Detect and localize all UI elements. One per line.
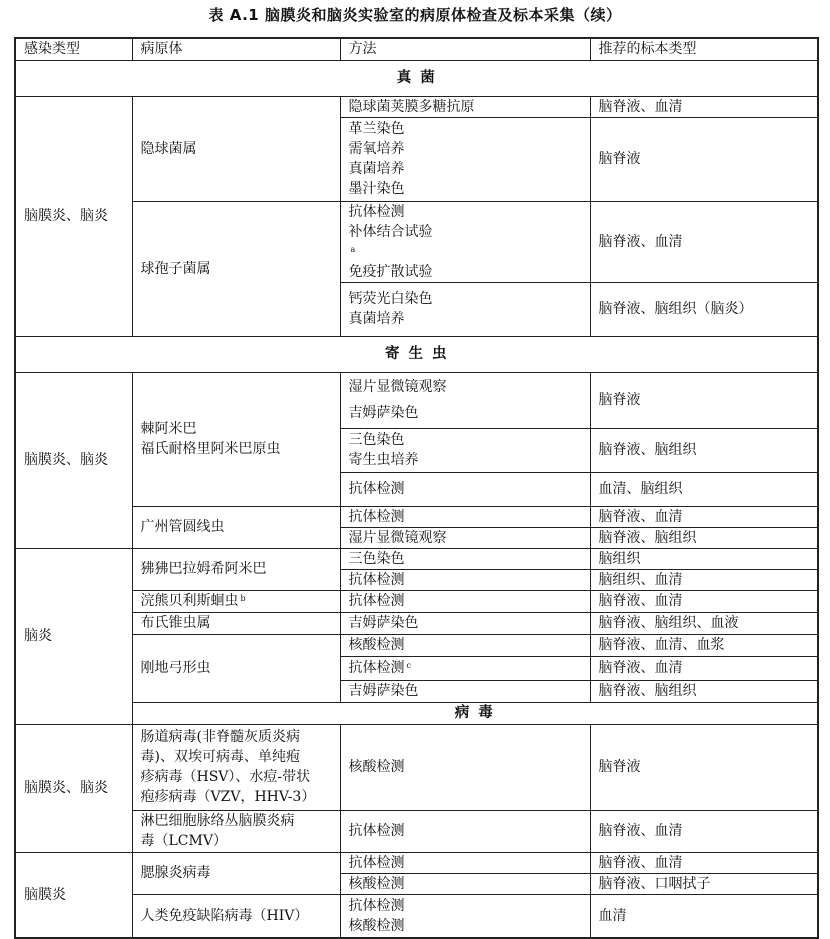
table-row xyxy=(15,372,818,428)
specimen-cell: 血清 xyxy=(590,894,818,938)
section-row xyxy=(15,60,818,96)
method-cell: 抗体检测 xyxy=(340,569,590,590)
method-cell: 三色染色 寄生虫培养 xyxy=(340,428,590,472)
section-viruses: 病 毒 xyxy=(132,702,818,724)
table-row xyxy=(15,506,818,527)
specimen-cell: 脑脊液、血清 xyxy=(590,201,818,282)
table-row xyxy=(15,634,818,656)
method-cell: 三色染色 xyxy=(340,548,590,569)
header-specimen: 推荐的标本类型 xyxy=(590,38,818,60)
method-cell: 吉姆萨染色 xyxy=(340,680,590,702)
table-row xyxy=(15,724,818,810)
pathogen-cell: 布氏锥虫属 xyxy=(132,612,340,634)
table-row xyxy=(15,96,818,117)
method-cell: 抗体检测 xyxy=(340,590,590,612)
table-row xyxy=(15,612,818,634)
specimen-cell: 脑组织、血清 xyxy=(590,569,818,590)
method-cell: 革兰染色 需氧培养 真菌培养 墨汁染色 xyxy=(340,117,590,201)
specimen-cell: 脑脊液 xyxy=(590,724,818,810)
specimen-cell: 脑脊液、血清 xyxy=(590,96,818,117)
infection-type-cell: 脑炎 xyxy=(15,548,132,724)
pathogen-cell: 刚地弓形虫 xyxy=(132,634,340,702)
section-row xyxy=(15,702,818,724)
pathogen-cell: 浣熊贝利斯蛔虫 $^b$ xyxy=(132,590,340,612)
pathogen-cell: 肠道病毒(非脊髓灰质炎病 毒)、双埃可病毒、单纯疱 疹病毒（HSV）、水痘-带状 疱疹病毒（VZV，HHV-3） xyxy=(132,724,340,810)
method-cell: 核酸检测 xyxy=(340,873,590,894)
table-row xyxy=(15,590,818,612)
specimen-cell: 脑脊液、血清、血浆 xyxy=(590,634,818,656)
specimen-cell: 脑脊液 xyxy=(590,117,818,201)
method-cell: 抗体检测 $^c$ xyxy=(340,656,590,680)
header-row xyxy=(15,38,818,60)
header-infection-type: 感染类型 xyxy=(15,38,132,60)
method-cell: 抗体检测 xyxy=(340,472,590,506)
table-row xyxy=(15,894,818,938)
method-cell: 湿片显微镜观察 xyxy=(340,527,590,548)
section-parasites: 寄 生 虫 xyxy=(15,336,818,372)
specimen-cell: 脑脊液、脑组织（脑炎） xyxy=(590,282,818,336)
specimen-cell: 血清、脑组织 xyxy=(590,472,818,506)
method-cell: 核酸检测 xyxy=(340,724,590,810)
table-row xyxy=(15,201,818,282)
pathogen-cell: 棘阿米巴 福氏耐格里阿米巴原虫 xyxy=(132,372,340,506)
specimen-cell: 脑脊液、血清 xyxy=(590,852,818,873)
specimen-cell: 脑脊液、血清 xyxy=(590,656,818,680)
method-cell: 抗体检测 补体结合试验 $^a$ 免疫扩散试验 xyxy=(340,201,590,282)
section-row xyxy=(15,336,818,372)
specimen-cell: 脑脊液、脑组织 xyxy=(590,527,818,548)
method-cell: 抗体检测 核酸检测 xyxy=(340,894,590,938)
pathogen-cell: 人类免疫缺陷病毒（HIV） xyxy=(132,894,340,938)
table-row xyxy=(15,548,818,569)
method-cell: 湿片显微镜观察 吉姆萨染色 xyxy=(340,372,590,428)
pathogen-cell: 腮腺炎病毒 xyxy=(132,852,340,894)
specimen-cell: 脑脊液、口咽拭子 xyxy=(590,873,818,894)
table-row xyxy=(15,852,818,873)
header-method: 方法 xyxy=(340,38,590,60)
footnote-marker: a xyxy=(350,244,356,254)
table-title: 表 A.1 脑膜炎和脑炎实验室的病原体检查及标本采集（续） xyxy=(208,6,622,24)
specimen-cell: 脑脊液、血清 xyxy=(590,506,818,527)
section-fungi: 真 菌 xyxy=(15,60,818,96)
specimen-cell: 脑组织 xyxy=(590,548,818,569)
specimen-cell: 脑脊液、脑组织 xyxy=(590,680,818,702)
footnote-marker: b xyxy=(240,594,246,603)
pathogen-table xyxy=(14,37,819,939)
specimen-cell: 脑脊液、脑组织 xyxy=(590,428,818,472)
specimen-cell: 脑脊液、脑组织、血液 xyxy=(590,612,818,634)
method-cell: 隐球菌荚膜多糖抗原 xyxy=(340,96,590,117)
pathogen-cell: 球孢子菌属 xyxy=(132,201,340,336)
method-cell: 吉姆萨染色 xyxy=(340,612,590,634)
pathogen-cell: 狒狒巴拉姆希阿米巴 xyxy=(132,548,340,590)
infection-type-cell: 脑膜炎、脑炎 xyxy=(15,724,132,852)
method-cell: 抗体检测 xyxy=(340,810,590,852)
table-row xyxy=(15,810,818,852)
pathogen-cell: 广州管圆线虫 xyxy=(132,506,340,548)
method-cell: 抗体检测 xyxy=(340,506,590,527)
specimen-cell: 脑脊液 xyxy=(590,372,818,428)
infection-type-cell: 脑膜炎、脑炎 xyxy=(15,372,132,548)
infection-type-cell: 脑膜炎 xyxy=(15,852,132,938)
pathogen-cell: 淋巴细胞脉络丛脑膜炎病 毒（LCMV） xyxy=(132,810,340,852)
method-cell: 核酸检测 xyxy=(340,634,590,656)
specimen-cell: 脑脊液、血清 xyxy=(590,590,818,612)
infection-type-cell: 脑膜炎、脑炎 xyxy=(15,96,132,336)
method-cell: 抗体检测 xyxy=(340,852,590,873)
header-pathogen: 病原体 xyxy=(132,38,340,60)
method-cell: 钙荧光白染色 真菌培养 xyxy=(340,282,590,336)
specimen-cell: 脑脊液、血清 xyxy=(590,810,818,852)
footnote-marker: c xyxy=(406,661,411,670)
pathogen-cell: 隐球菌属 xyxy=(132,96,340,201)
